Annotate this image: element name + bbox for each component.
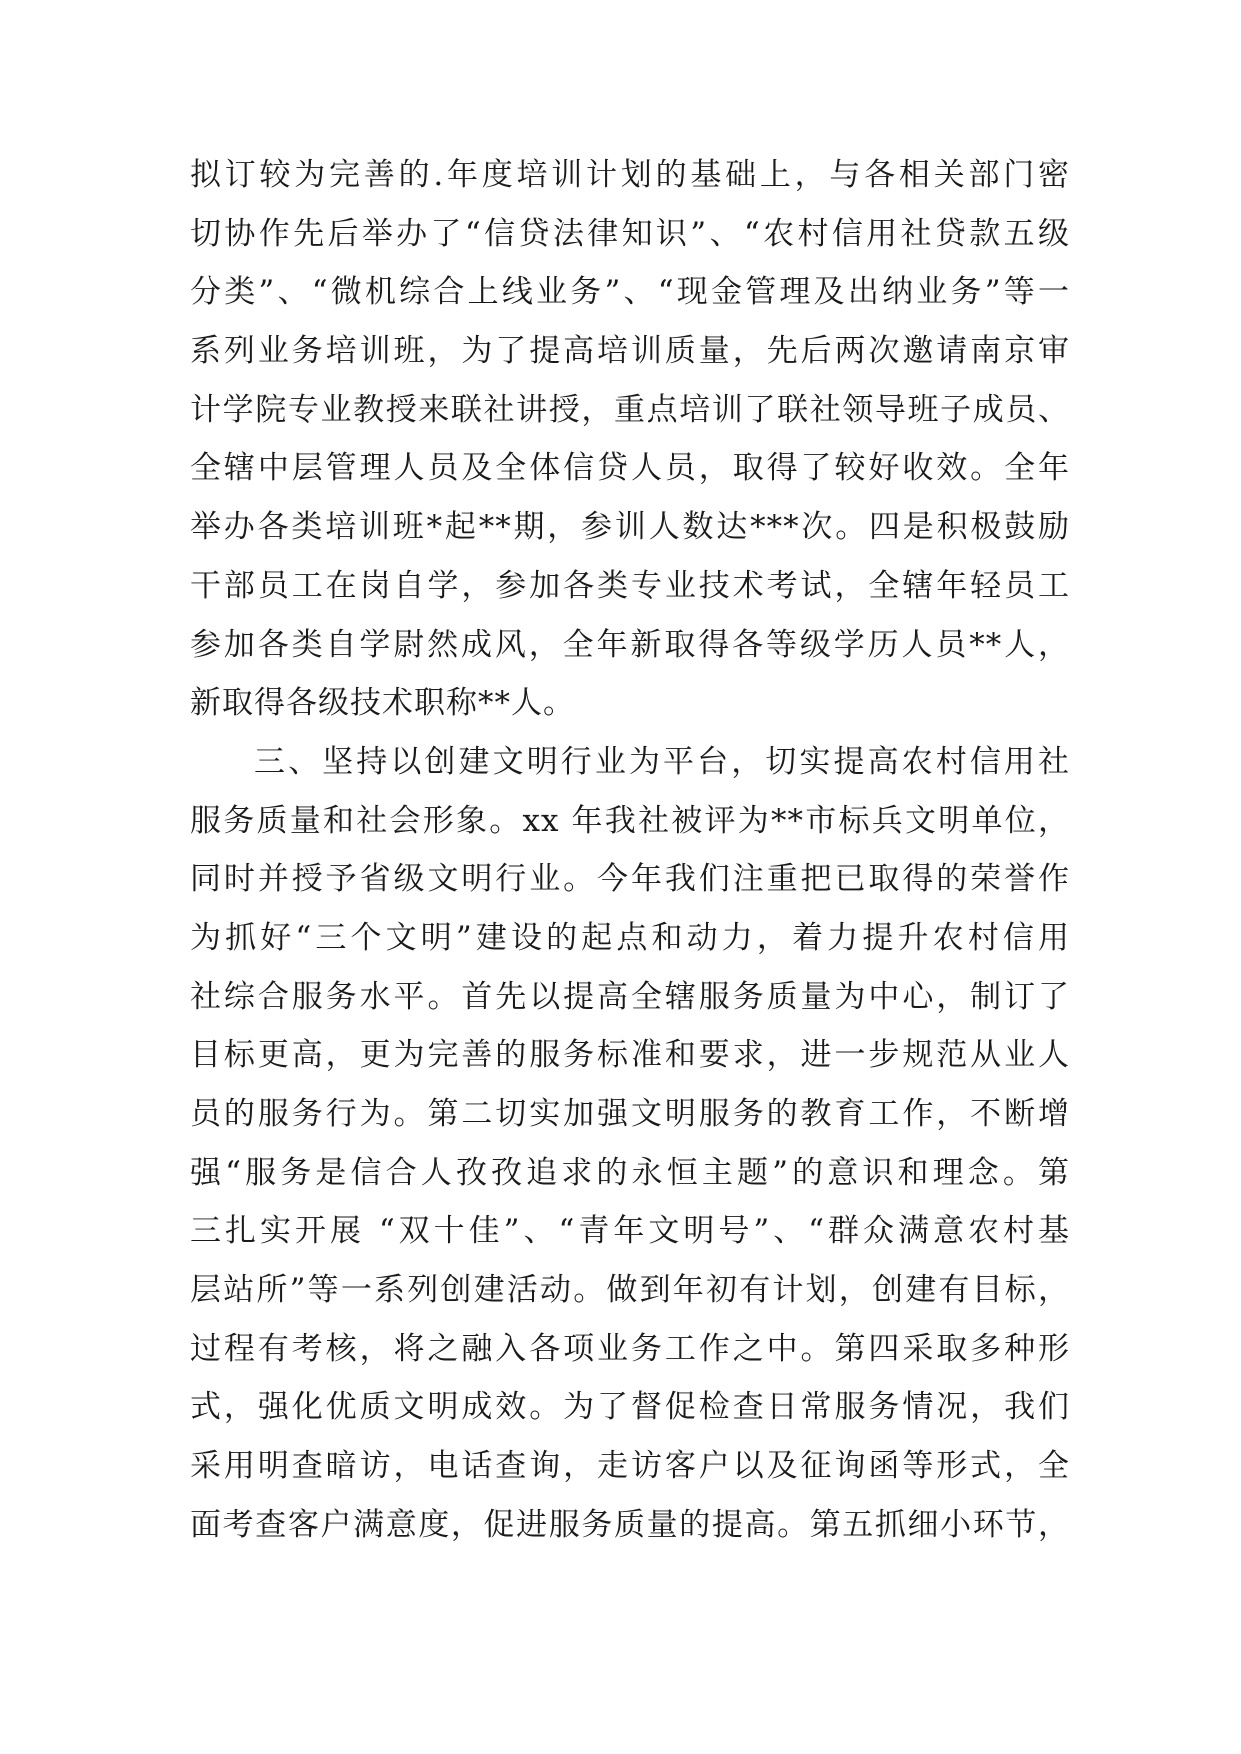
text-line: 干部员工在岗自学，参加各类专业技术考试，全辖年轻员工 [190,567,1070,604]
text-line: 参加各类自学尉然成风，全年新取得各等级学历人员**人， [190,626,1070,663]
body-text [190,146,1070,1555]
text-line: 计学院专业教授来联社讲授，重点培训了联社领导班子成员、 [190,391,1070,428]
text-line: 切协作先后举办了“信贷法律知识”、“农村信用社贷款五级 [190,215,1070,252]
text-line: 社综合服务水平。首先以提高全辖服务质量为中心，制订了 [190,978,1070,1015]
text-line: 分类”、“微机综合上线业务”、“现金管理及出纳业务”等一 [190,274,1070,311]
text-line: 面考查客户满意度，促进服务质量的提高。第五抓细小环节， [190,1506,1070,1543]
text-line: 员的服务行为。第二切实加强文明服务的教育工作，不断增 [190,1096,1070,1132]
text-line: 服务质量和社会形象。xx 年我社被评为**市标兵文明单位， [190,802,1070,839]
text-line: 三扎实开展 “双十佳”、“青年文明号”、“群众满意农村基 [190,1213,1070,1250]
text-line: 强“服务是信合人孜孜追求的永恒主题”的意识和理念。第 [190,1154,1070,1191]
text-line: 系列业务培训班，为了提高培训质量，先后两次邀请南京审 [190,333,1070,370]
text-line: 新取得各级技术职称**人。 [190,685,575,722]
text-line: 过程有考核，将之融入各项业务工作之中。第四采取多种形 [190,1330,1070,1367]
text-line: 层站所”等一系列创建活动。做到年初有计划，创建有目标， [190,1272,1070,1309]
text-line: 全辖中层管理人员及全体信贷人员，取得了较好收效。全年 [190,450,1070,487]
paragraph-first-line: 三、坚持以创建文明行业为平台，切实提高农村信用社 [254,743,1070,780]
text-line: 式，强化优质文明成效。为了督促检查日常服务情况，我们 [190,1389,1070,1426]
text-line: 为抓好“三个文明”建设的起点和动力，着力提升农村信用 [190,919,1070,956]
text-line: 目标更高，更为完善的服务标准和要求，进一步规范从业人 [190,1037,1070,1074]
text-line: 采用明查暗访，电话查询，走访客户以及征询函等形式，全 [190,1448,1070,1485]
text-line: 拟订较为完善的.年度培训计划的基础上，与各相关部门密 [190,157,1070,193]
text-line: 同时并授予省级文明行业。今年我们注重把已取得的荣誉作 [190,861,1070,898]
text-line: 举办各类培训班*起**期，参训人数达***次。四是积极鼓励 [190,509,1070,546]
